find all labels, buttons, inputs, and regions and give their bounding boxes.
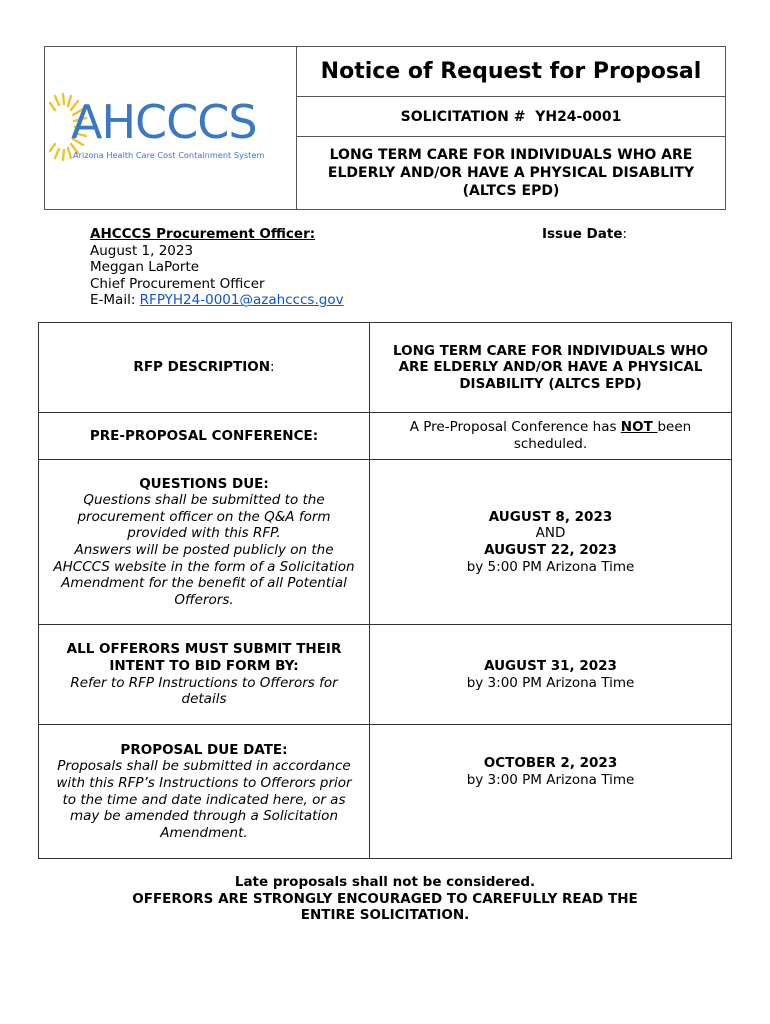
intent-date: AUGUST 31, 2023 <box>484 657 617 674</box>
footer-notice <box>38 874 732 924</box>
rfp-description-value-cell <box>370 323 732 413</box>
officer-date: August 1, 2023 <box>90 242 194 259</box>
header-table <box>44 46 726 210</box>
logo-subtitle: Arizona Health Care Cost Containment System <box>73 150 265 160</box>
questions-date-2: AUGUST 22, 2023 <box>484 542 617 558</box>
due-label: PROPOSAL DUE DATE: <box>120 741 288 758</box>
officer-email-line <box>90 292 344 309</box>
logo-cell <box>45 47 297 209</box>
title-cell <box>297 47 725 209</box>
issue-date-colon: : <box>622 226 628 242</box>
questions-label: QUESTIONS DUE: <box>139 475 269 492</box>
due-time: by 3:00 PM Arizona Time <box>466 771 635 788</box>
conference-not: NOT <box>620 419 658 436</box>
logo-wordmark: AHCCCS <box>71 95 257 149</box>
read-solicitation-notice: OFFERORS ARE STRONGLY ENCOURAGED TO CAREFULLY READ THE ENTIRE SOLICITATION. <box>132 890 638 924</box>
questions-date-1: AUGUST 8, 2023 <box>488 508 613 525</box>
rfp-description-label: RFP DESCRIPTION <box>133 359 271 376</box>
due-value-cell <box>370 725 732 859</box>
intent-note: Refer to RFP Instructions to Offerors for details <box>70 674 338 708</box>
due-note: Proposals shall be submitted in accordance with this RFP’s Instructions to Offerors prior to the time and date indicated here, or as may be amended through a Solicitation Amendment. <box>56 758 352 841</box>
program-title: LONG TERM CARE FOR INDIVIDUALS WHO ARE ELDERLY AND/OR HAVE A PHYSICAL DISABLITY (ALTCS EPD) <box>327 147 695 199</box>
questions-label-cell <box>39 460 370 625</box>
table-row <box>39 323 732 413</box>
table-row <box>39 725 732 859</box>
solicitation-number: SOLICITATION # YH24-0001 <box>297 97 725 137</box>
intent-label: ALL OFFERORS MUST SUBMIT THEIR INTENT TO BID FORM BY: <box>66 641 342 674</box>
procurement-officer-block <box>90 226 344 309</box>
officer-label: AHCCCS Procurement Officer: <box>90 226 316 242</box>
rfp-description-colon: : <box>270 359 275 376</box>
conference-label: PRE-PROPOSAL CONFERENCE: <box>89 427 319 444</box>
questions-value-cell <box>370 460 732 625</box>
late-proposals-notice: Late proposals shall not be considered. <box>234 874 536 890</box>
due-label-cell <box>39 725 370 859</box>
officer-name: Meggan LaPorte <box>90 259 200 276</box>
intent-label-cell <box>39 625 370 725</box>
intent-value-cell <box>370 625 732 725</box>
page-title: Notice of Request for Proposal <box>297 47 725 97</box>
rfp-description-value: LONG TERM CARE FOR INDIVIDUALS WHO ARE ELDERLY AND/OR HAVE A PHYSICAL DISABILITY (ALTCS EPD) <box>392 342 708 392</box>
issue-date <box>542 226 627 242</box>
intent-time: by 3:00 PM Arizona Time <box>466 674 635 691</box>
issue-date-label: Issue Date <box>542 226 623 242</box>
questions-and: AND <box>535 525 566 542</box>
email-link[interactable]: RFPYH24-0001@azahcccs.gov <box>139 292 344 309</box>
questions-note-answers: Answers will be posted publicly on the AHCCCS website in the form of a Solicitation Amendment for the benefit of all Potential Offerors. <box>53 542 355 608</box>
table-row <box>39 413 732 460</box>
questions-note-submit: Questions shall be submitted to the procurement officer on the Q&A form provided with this RFP. <box>77 492 331 542</box>
rfp-description-label-cell <box>39 323 370 413</box>
email-label: E-Mail: <box>90 292 140 309</box>
questions-time: by 5:00 PM Arizona Time <box>466 558 635 575</box>
table-row <box>39 625 732 725</box>
conference-value-pre: A Pre-Proposal Conference has <box>409 419 621 436</box>
table-row <box>39 460 732 625</box>
conference-value-cell <box>370 413 732 460</box>
due-date: OCTOBER 2, 2023 <box>483 755 618 771</box>
conference-value-post: been scheduled. <box>513 419 692 452</box>
officer-role: Chief Procurement Officer <box>90 275 265 292</box>
rfp-details-table <box>38 322 732 859</box>
conference-label-cell <box>39 413 370 460</box>
